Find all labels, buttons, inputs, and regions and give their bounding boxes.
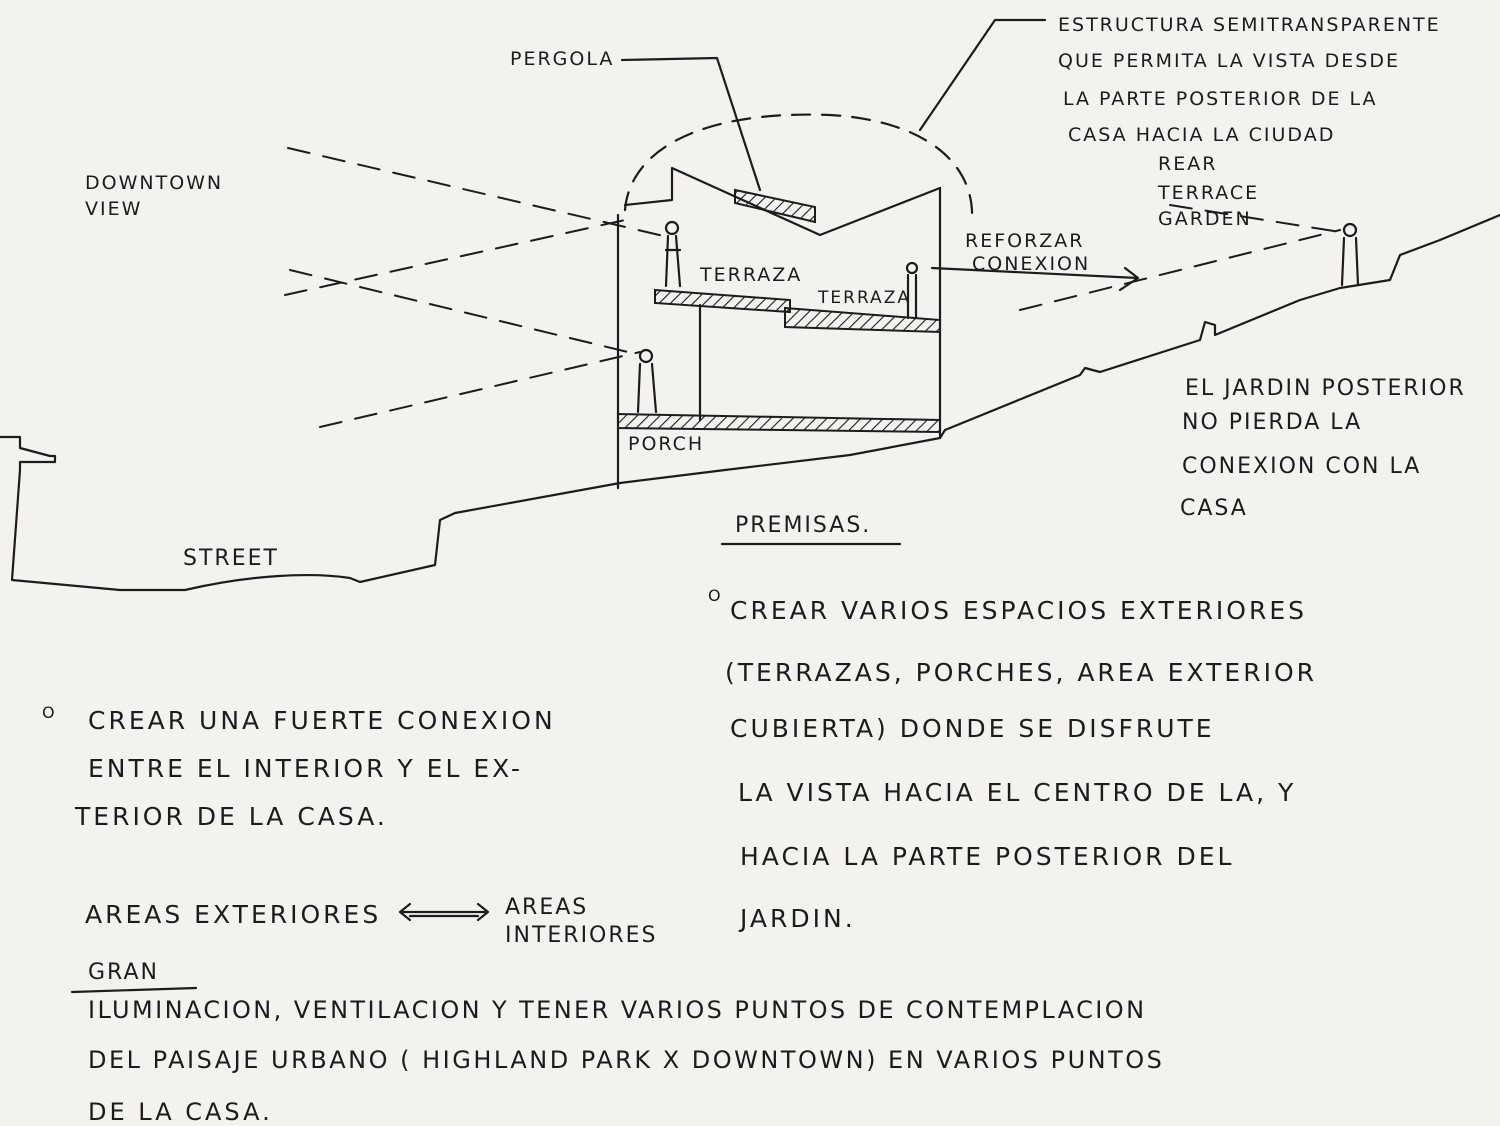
- premisas-line-2: (TERRAZAS, PORCHES, AREA EXTERIOR: [725, 658, 1317, 687]
- left-note-line-2: ENTRE EL INTERIOR Y EL EX-: [88, 754, 524, 783]
- structure-note-line-2: QUE PERMITA LA VISTA DESDE: [1058, 50, 1400, 72]
- pergola-slab: [735, 190, 815, 222]
- label-garden: GARDEN: [1158, 208, 1252, 230]
- structure-leader: [920, 20, 1045, 130]
- jardin-note-line-4: CASA: [1180, 496, 1248, 521]
- label-street: STREET: [183, 546, 279, 571]
- premisas-line-6: JARDIN.: [740, 904, 856, 933]
- areas-interiores-2: INTERIORES: [505, 923, 658, 948]
- premisas-line-3: CUBIERTA) DONDE SE DISFRUTE: [730, 714, 1215, 743]
- label-downtown-view-2: VIEW: [85, 198, 143, 220]
- left-note-line-1: CREAR UNA FUERTE CONEXION: [88, 706, 556, 735]
- label-rear: REAR: [1158, 153, 1218, 175]
- bottom-note-line-1: ILUMINACION, VENTILACION Y TENER VARIOS PUNTOS DE CONTEMPLACION: [88, 996, 1147, 1024]
- areas-interiores-1: AREAS: [505, 895, 589, 920]
- bottom-note-line-3: DE LA CASA.: [88, 1098, 273, 1126]
- label-reforzar: REFORZAR: [965, 230, 1085, 252]
- left-bullet: O: [42, 703, 58, 722]
- pergola-leader: [622, 58, 760, 190]
- label-downtown-view-1: DOWNTOWN: [85, 172, 224, 194]
- terrace-upper-slab: [655, 290, 790, 312]
- left-note-line-3: TERIOR DE LA CASA.: [75, 802, 388, 831]
- premisas-line-1: CREAR VARIOS ESPACIOS EXTERIORES: [730, 596, 1308, 625]
- label-terraza-upper: TERRAZA: [700, 264, 803, 286]
- label-porch: PORCH: [628, 433, 705, 455]
- double-arrow: [400, 904, 488, 920]
- structure-note-line-3: LA PARTE POSTERIOR DE LA: [1063, 88, 1378, 110]
- gran-underline: [72, 988, 196, 992]
- structure-note-line-4: CASA HACIA LA CIUDAD: [1068, 124, 1336, 146]
- areas-exteriores: AREAS EXTERIORES: [85, 900, 382, 929]
- premisas-line-4: LA VISTA HACIA EL CENTRO DE LA, Y: [738, 778, 1297, 807]
- jardin-note-line-1: EL JARDIN POSTERIOR: [1185, 376, 1466, 401]
- premisas-bullet: O: [708, 586, 724, 605]
- label-terrace: TERRACE: [1158, 182, 1260, 204]
- jardin-note-line-3: CONEXION CON LA: [1182, 454, 1422, 479]
- premisas-title: PREMISAS.: [735, 513, 872, 538]
- premisas-line-5: HACIA LA PARTE POSTERIOR DEL: [740, 842, 1235, 871]
- label-pergola: PERGOLA: [510, 48, 615, 70]
- label-conexion: CONEXION: [972, 253, 1091, 275]
- bottom-note-line-2: DEL PAISAJE URBANO ( HIGHLAND PARK X DOWNTOWN) EN VARIOS PUNTOS: [88, 1046, 1165, 1074]
- porch-slab: [618, 414, 940, 432]
- jardin-note-line-2: NO PIERDA LA: [1182, 410, 1363, 435]
- structure-note-line-1: ESTRUCTURA SEMITRANSPARENTE: [1058, 14, 1441, 36]
- label-terraza-lower: TERRAZA: [818, 288, 911, 308]
- gran-label: GRAN: [88, 960, 159, 985]
